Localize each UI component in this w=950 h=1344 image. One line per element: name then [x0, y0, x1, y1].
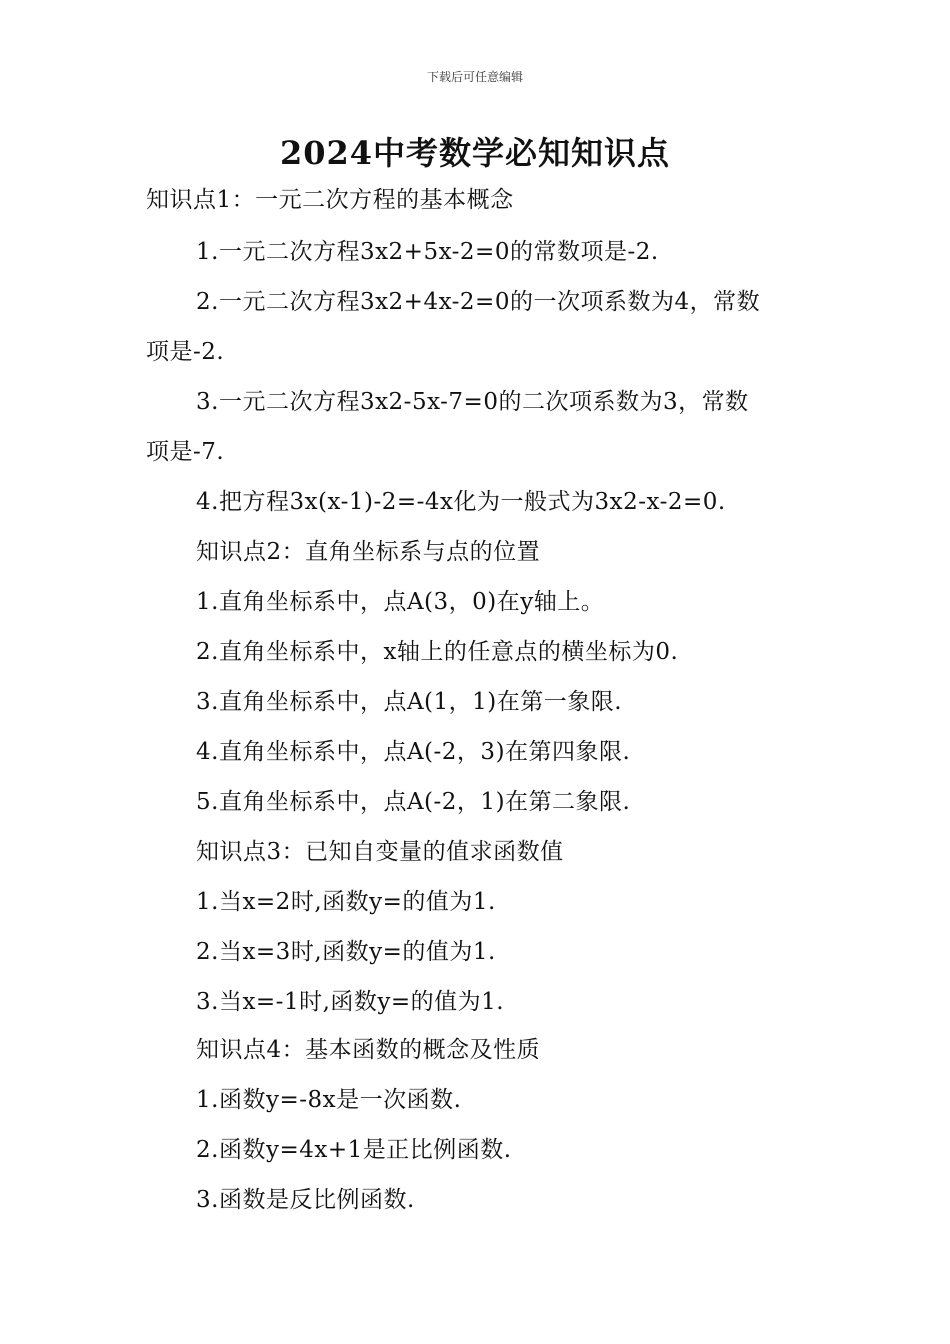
text-line: 1.当x=2时,函数y=的值为1. — [196, 889, 496, 915]
text-line: 项是-2. — [146, 339, 225, 365]
text-line: 2.当x=3时,函数y=的值为1. — [196, 939, 496, 965]
section-heading: 知识点1：一元二次方程的基本概念 — [146, 187, 514, 213]
text-line: 4.直角坐标系中，点A(-2，3)在第四象限. — [196, 739, 631, 765]
text-line: 2.一元二次方程3x2+4x-2=0的一次项系数为4，常数 — [196, 289, 761, 315]
text-line: 3.直角坐标系中，点A(1，1)在第一象限. — [196, 689, 623, 715]
page-title: 2024中考数学必知知识点 — [279, 134, 671, 172]
text-line: 4.把方程3x(x-1)-2=-4x化为一般式为3x2-x-2=0. — [196, 489, 726, 515]
text-line: 5.直角坐标系中，点A(-2，1)在第二象限. — [196, 789, 631, 815]
section-heading: 知识点4：基本函数的概念及性质 — [196, 1037, 541, 1063]
header-note: 下载后可任意编辑 — [426, 70, 523, 84]
text-line: 1.直角坐标系中，点A(3，0)在y轴上。 — [196, 589, 605, 615]
text-line: 3.函数是反比例函数. — [196, 1187, 415, 1213]
text-line: 2.直角坐标系中，x轴上的任意点的横坐标为0. — [196, 639, 679, 665]
text-line: 1.一元二次方程3x2+5x-2=0的常数项是-2. — [196, 239, 659, 265]
section-heading: 知识点3：已知自变量的值求函数值 — [196, 839, 564, 865]
text-line: 项是-7. — [146, 439, 225, 465]
text-line: 1.函数y=-8x是一次函数. — [196, 1087, 462, 1113]
text-line: 3.当x=-1时,函数y=的值为1. — [196, 989, 505, 1015]
text-line: 3.一元二次方程3x2-5x-7=0的二次项系数为3，常数 — [196, 389, 749, 415]
section-heading: 知识点2：直角坐标系与点的位置 — [196, 539, 541, 565]
text-line: 2.函数y=4x+1是正比例函数. — [196, 1137, 512, 1163]
